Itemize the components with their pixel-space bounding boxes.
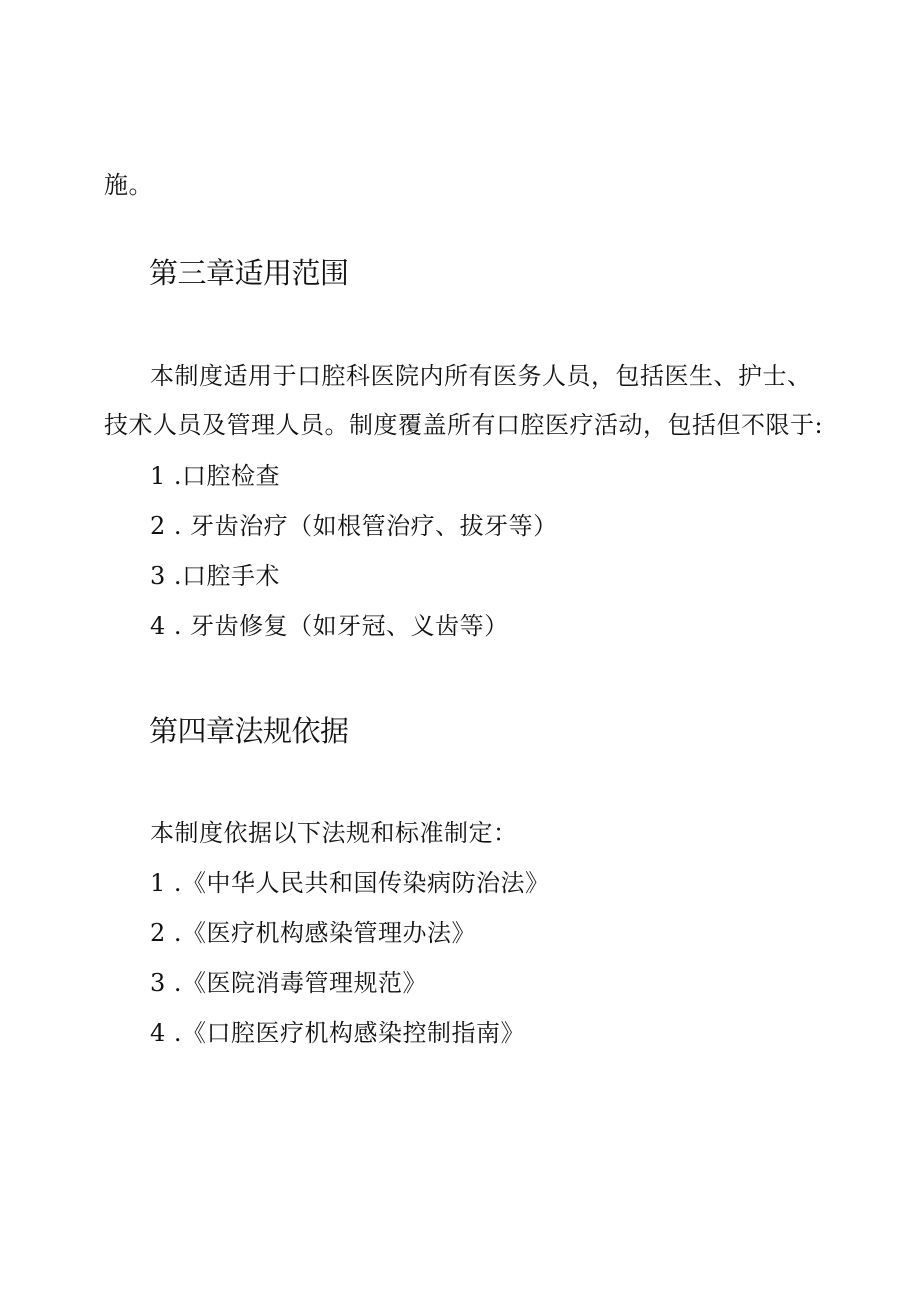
chapter3-list-item: 3 .口腔手术	[150, 562, 281, 590]
chapter4-list-item: 4 .《口腔医疗机构感染控制指南》	[150, 1019, 526, 1047]
chapter4-list-item: 2 .《医疗机构感染管理办法》	[150, 919, 477, 947]
chapter3-paragraph-line-2: 技术人员及管理人员。制度覆盖所有口腔医疗活动，包括但不限于:	[104, 411, 824, 439]
chapter4-title: 第四章法规依据	[149, 714, 349, 748]
chapter3-list-item: 2 . 牙齿治疗（如根管治疗、拔牙等）	[150, 512, 558, 540]
chapter3-title: 第三章适用范围	[149, 256, 349, 290]
chapter4-list-item: 1 .《中华人民共和国传染病防治法》	[150, 869, 550, 897]
chapter4-list-item: 3 .《医院消毒管理规范》	[150, 969, 428, 997]
chapter3-paragraph-line-1: 本制度适用于口腔科医院内所有医务人员，包括医生、护士、	[150, 362, 812, 390]
chapter3-list-item: 4 . 牙齿修复（如牙冠、义齿等）	[150, 612, 509, 640]
chapter3-list-item: 1 .口腔检查	[150, 462, 281, 490]
chapter4-intro: 本制度依据以下法规和标准制定：	[150, 819, 518, 847]
continued-text-fragment: 施。	[104, 171, 153, 199]
